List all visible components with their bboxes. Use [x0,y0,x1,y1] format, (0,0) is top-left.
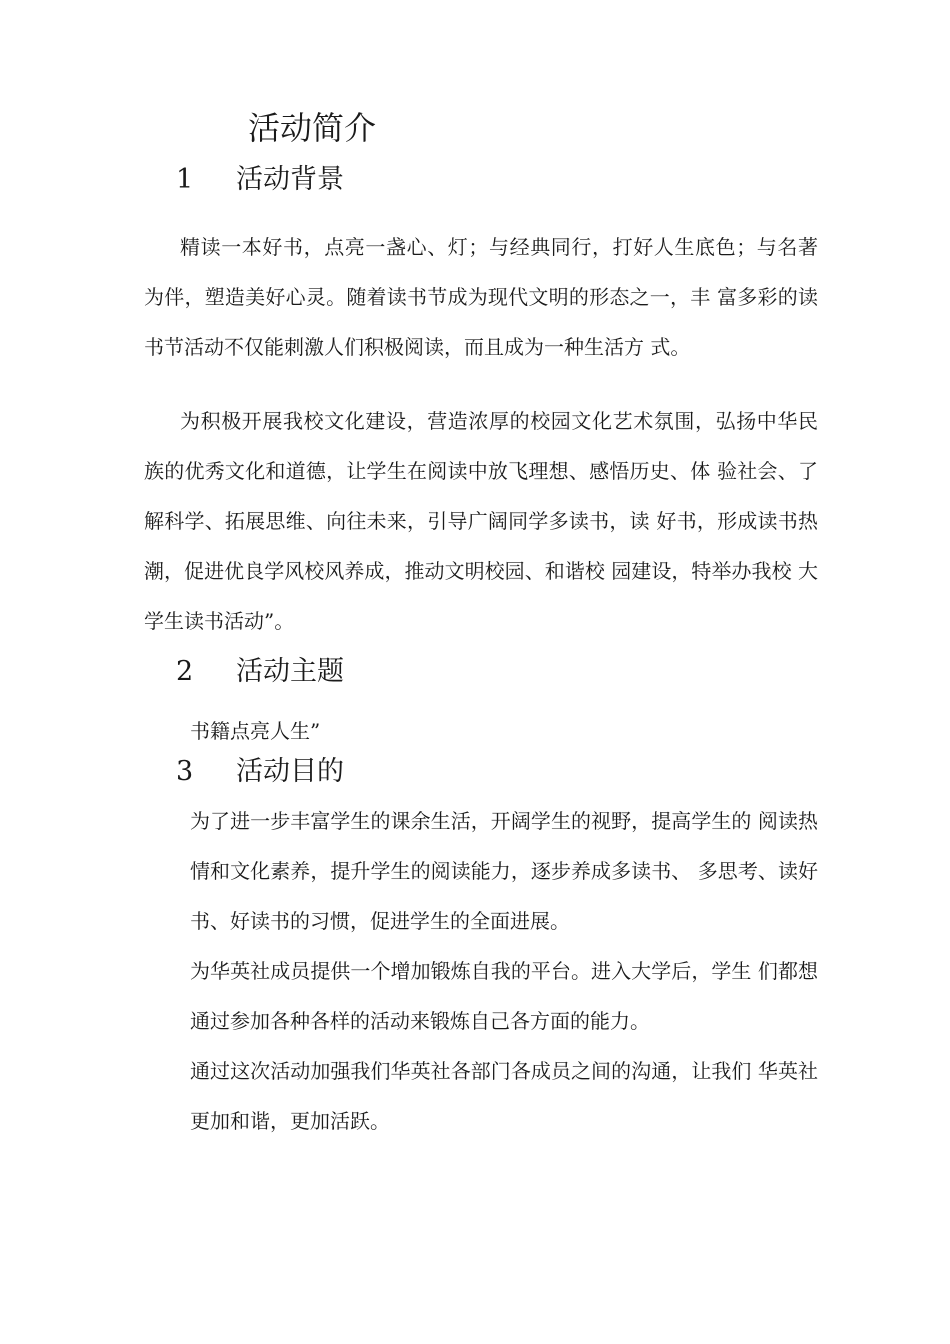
section-title: 活动主题 [236,656,344,687]
section-number: 3 [176,756,194,787]
document-title: 活动简介 [248,109,377,147]
section-title: 活动背景 [236,164,344,195]
section-heading-theme [176,652,344,692]
paragraph-purpose-3: 通过这次活动加强我们华英社各部门各成员之间的沟通，让我们 华英社更加和谐，更加活跃。 [190,1059,818,1133]
paragraph-background-1: 精读一本好书，点亮一盏心、灯；与经典同行，打好人生底色；与名著为伴，塑造美好心灵。随着读书节成为现代文明的形态之一，丰 富多彩的读书节活动不仅能刺激人们积极阅读，而且成为一种生活方 式。 [144,235,818,359]
theme-text: 书籍点亮人生” [190,719,321,743]
section-number: 2 [176,656,194,687]
section-title: 活动目的 [236,756,344,787]
paragraph-purpose-1: 为了进一步丰富学生的课余生活，开阔学生的视野，提高学生的 阅读热情和文化素养，提升学生的阅读能力，逐步养成多读书、 多思考、读好书、好读书的习惯，促进学生的全面进展。 [190,809,818,933]
section-number: 1 [176,164,194,195]
paragraph-purpose-2: 为华英社成员提供一个增加锻炼自我的平台。进入大学后，学生 们都想通过参加各种各样的活动来锻炼自己各方面的能力。 [190,959,818,1033]
section-heading-background [176,160,344,200]
section-heading-purpose [176,752,344,792]
paragraph-background-2: 为积极开展我校文化建设，营造浓厚的校园文化艺术氛围，弘扬中华民族的优秀文化和道德，让学生在阅读中放飞理想、感悟历史、体 验社会、了解科学、拓展思维、向往未来，引导广阔同学多读书，读 好书，形成读书热潮，促进优良学风校风养成，推动文明校园、和谐校 园建设，特举办我校 大学生读书活动”。 [144,409,818,633]
